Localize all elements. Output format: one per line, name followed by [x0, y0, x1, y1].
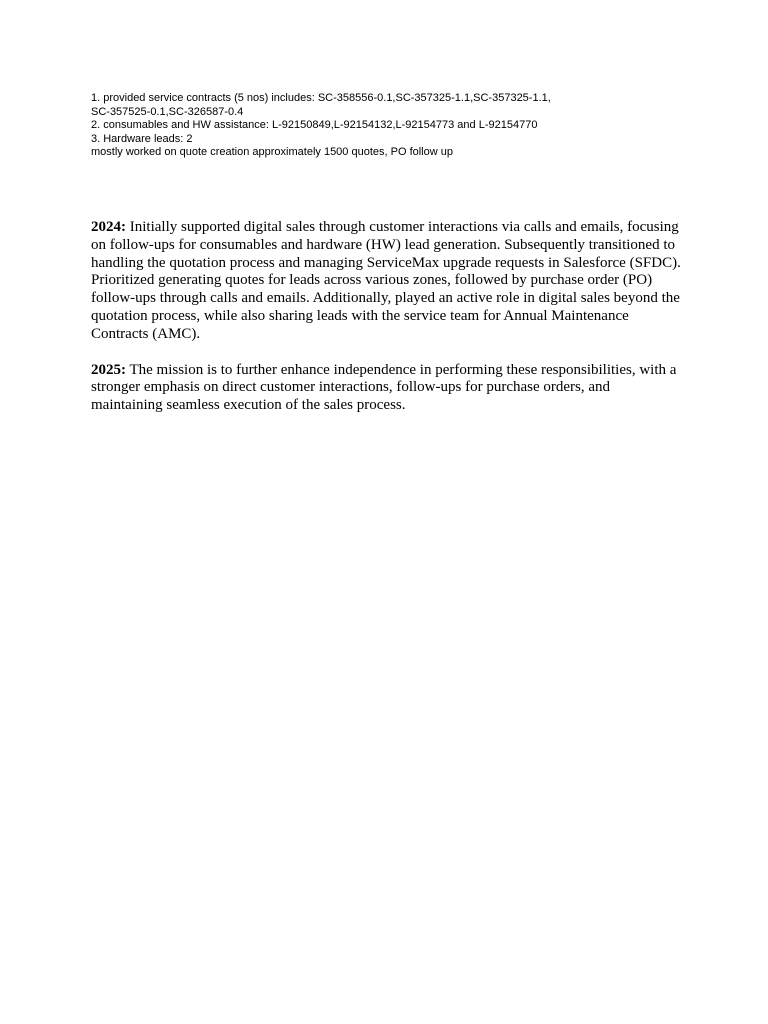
paragraph-2024-text: Initially supported digital sales through customer interactions via calls and emails, focusing on follow-ups for consumables and hardware (HW) lead generation. Subsequently transitioned to handling the quotation process and managing ServiceMax upgrade requests in Salesforce (SFDC). Prioritized generating quotes for leads across various zones, followed by purchase order (PO) follow-ups through calls and emails. Additionally, played an active role in digital sales beyond the quotation process, while also sharing leads with the service team for Annual Maintenance Contracts (AMC). — [91, 219, 681, 342]
contract-notes — [91, 92, 691, 160]
yearly-summary — [91, 219, 681, 433]
paragraph-2024 — [91, 219, 681, 344]
notes-line-hardware-leads: 3. Hardware leads: 2 — [91, 132, 193, 145]
notes-line-service-contracts: 1. provided service contracts (5 nos) includes: SC-358556-0.1,SC-357325-1.1,SC-357325-1.1, — [91, 92, 551, 104]
year-label-2025: 2025: — [91, 361, 126, 378]
notes-line-quote-creation: mostly worked on quote creation approximately 1500 quotes, PO follow up — [91, 146, 453, 159]
paragraph-2025-text: The mission is to further enhance independence in performing these responsibilities, with a stronger emphasis on direct customer interactions, follow-ups for purchase orders, and maintaining seamless execution of the sales process. — [91, 361, 677, 414]
notes-line-consumables: 2. consumables and HW assistance: L-92150849,L-92154132,L-92154773 and L-92154770 — [91, 119, 538, 132]
paragraph-2025 — [91, 362, 681, 415]
year-label-2024: 2024: — [91, 219, 126, 235]
notes-line-service-contracts-cont: SC-357525-0.1,SC-326587-0.4 — [91, 105, 244, 118]
